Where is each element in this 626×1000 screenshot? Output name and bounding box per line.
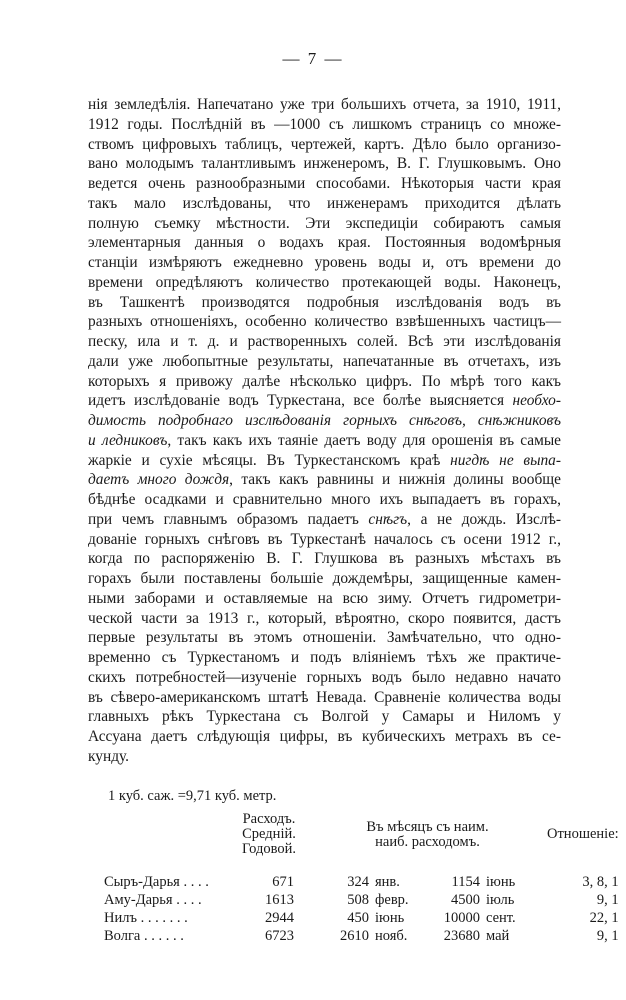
river-name: Нилъ . . . . . . . <box>104 910 188 926</box>
ratio: 3, 8, 1 <box>582 874 619 890</box>
unit-note: 1 куб. саж. =9,71 куб. метр. <box>108 788 277 804</box>
text-segment: первые результаты въ этомъ отношеніи. Замѣчательно, что одно- <box>88 629 561 647</box>
max-month: май <box>486 928 510 944</box>
text-line <box>88 411 561 431</box>
ratio: 22, 1 <box>589 910 619 926</box>
text-segment: песку, ила и т. д. и растворенныхъ солей. Всѣ эти изслѣдованія <box>88 333 561 350</box>
max-discharge: 4500 <box>451 892 480 908</box>
text-segment: которыхъ я привожу далѣе нѣсколько цифръ. По мѣрѣ того какъ <box>88 372 561 390</box>
text-line <box>88 569 561 589</box>
text-line <box>88 135 561 155</box>
text-line <box>88 707 561 727</box>
text-segment: такъ мало изслѣдованы, что инженерамъ приходится дѣлать <box>88 194 561 212</box>
text-line <box>88 372 561 392</box>
text-line <box>88 332 561 352</box>
text-segment: въ сѣверо-американскомъ штатѣ Невада. Сравненіе количества воды <box>88 688 561 706</box>
text-segment: главныхъ рѣкъ Туркестана съ Волгой у Самары и Ниломъ у <box>88 708 561 726</box>
text-line <box>88 648 561 668</box>
text-segment: , такъ какъ равнины и нижнія долины вообще <box>229 471 561 489</box>
text-line <box>88 233 561 253</box>
text-segment: ведется очень разнообразными способами. Нѣкоторыя части края <box>88 175 561 192</box>
table-row <box>104 909 619 927</box>
text-segment: дованіе горныхъ снѣговъ въ Туркестанѣ началось съ осени 1912 г., <box>88 530 561 548</box>
text-line <box>88 293 561 313</box>
max-month: іюль <box>486 892 515 908</box>
italic-text: необхо- <box>512 392 561 410</box>
text-line <box>88 688 561 708</box>
text-line <box>88 273 561 293</box>
text-segment: вано молодымъ талантливымъ инженеромъ, В. Г. Глушковымъ. Оно <box>88 155 561 173</box>
text-line <box>88 530 561 550</box>
text-segment: Ассуана даетъ слѣдующія цифры, въ кубическихъ метрахъ въ се- <box>88 728 561 745</box>
text-segment: бѣднѣе осадками и сравнительно много ихъ выпадаетъ въ горахъ, <box>88 491 561 508</box>
text-line <box>88 628 561 648</box>
min-discharge: 508 <box>347 892 369 908</box>
river-name: Аму-Дарья . . . . <box>104 892 202 908</box>
text-line <box>88 431 561 451</box>
text-line <box>88 253 561 273</box>
text-segment: жаркіе и сухіе мѣсяцы. Въ Туркестанскомъ краѣ <box>88 451 451 469</box>
table-row <box>104 873 619 891</box>
text-segment: , такъ какъ ихъ таяніе даетъ воду для орошенія въ самые <box>167 431 561 449</box>
header-month: Въ мѣсяцъ съ наим. наиб. расходомъ. <box>366 819 489 850</box>
mean-discharge: 2944 <box>265 910 294 926</box>
text-line <box>88 609 561 629</box>
text-line <box>88 490 561 510</box>
min-month: янв. <box>375 874 400 890</box>
text-line <box>88 174 561 194</box>
text-segment: времени опредѣляютъ количество протекающей воды. Наконецъ, <box>88 273 561 291</box>
max-month: іюнь <box>486 874 516 890</box>
river-discharge-table <box>104 812 619 945</box>
text-segment: кунду. <box>88 747 130 765</box>
text-line <box>88 194 561 214</box>
text-segment: дали уже любопытные результаты, напечатанные въ отчетахъ, изъ <box>88 352 561 370</box>
mean-discharge: 6723 <box>265 928 294 944</box>
text-line <box>88 214 561 234</box>
text-line <box>88 747 561 767</box>
min-month: іюнь <box>375 910 405 926</box>
mean-discharge: 1613 <box>265 892 294 908</box>
min-discharge: 324 <box>347 874 369 890</box>
text-line <box>88 451 561 471</box>
text-segment: полную съемку мѣстности. Эти экспедиціи собираютъ самыя <box>88 214 561 232</box>
text-line <box>88 727 561 747</box>
text-segment: горахъ были поставлены большіе дождемѣры, защищенные камен- <box>88 570 561 587</box>
table-header-row <box>104 812 619 857</box>
text-segment: скихъ потребностей—изученіе горныхъ водъ было недавно начато <box>88 668 561 686</box>
text-segment: идетъ изслѣдованіе водъ Туркестана, все болѣе выясняется <box>88 392 513 410</box>
text-line <box>88 510 561 530</box>
text-segment: при чемъ главнымъ образомъ падаетъ <box>88 510 369 528</box>
text-line <box>88 312 561 332</box>
text-segment: элементарныя данныя о водахъ края. Постоянныя водомѣрныя <box>88 234 561 252</box>
italic-text: снѣгъ <box>368 510 408 528</box>
text-segment: ствомъ цифровыхъ таблицъ, чертежей, картъ. Дѣло было организо- <box>88 135 561 153</box>
mean-discharge: 671 <box>272 874 294 890</box>
max-discharge: 23680 <box>443 928 480 944</box>
italic-text: димость подробнаго изслѣдованія горныхъ снѣговъ, снѣжниковъ <box>88 412 561 429</box>
header-mean: Расходъ. Средній. Годовой. <box>242 811 296 857</box>
text-line <box>88 391 561 411</box>
text-line <box>88 668 561 688</box>
text-segment: ческой части за 1913 г., который, вѣроятно, скоро появится, дастъ <box>88 609 561 627</box>
text-segment: когда по распоряженію В. Г. Глушкова въ разныхъ мѣстахъ въ <box>88 550 561 568</box>
max-discharge: 10000 <box>443 910 480 926</box>
river-name: Сыръ-Дарья . . . . <box>104 874 209 890</box>
text-line <box>88 95 561 115</box>
table-row <box>104 927 619 945</box>
header-ratio: Отношеніе: <box>547 826 619 842</box>
text-line <box>88 352 561 372</box>
italic-text: даетъ много дождя <box>88 471 230 489</box>
italic-text: нигдѣ не выпа- <box>450 451 562 469</box>
min-discharge: 450 <box>347 910 369 926</box>
min-month: февр. <box>375 892 409 908</box>
text-segment: , а не дождь. Изслѣ- <box>407 510 561 528</box>
text-segment: въ Ташкентѣ производятся подробныя изслѣдованія водъ въ <box>88 293 561 311</box>
text-line <box>88 589 561 609</box>
text-line <box>88 549 561 569</box>
min-month: нояб. <box>375 928 408 944</box>
page-number: — 7 — <box>282 49 344 68</box>
text-segment: разныхъ отношеніяхъ, особенно количество взвѣшенныхъ частицъ— <box>88 313 561 331</box>
min-discharge: 2610 <box>340 928 369 944</box>
text-segment: временно съ Туркестаномъ и подъ вліяніемъ тѣхъ же практиче- <box>88 649 561 666</box>
text-segment: нія земледѣлія. Напечатано уже три большихъ отчета, за 1910, 1911, <box>88 96 561 113</box>
italic-text: и ледниковъ <box>88 431 168 449</box>
text-line <box>88 470 561 490</box>
table-row <box>104 891 619 909</box>
max-discharge: 1154 <box>451 874 480 890</box>
text-segment: станціи измѣряютъ ежедневно уровень воды и, отъ времени до <box>88 254 561 271</box>
text-segment: 1912 годы. Послѣдній въ —1000 съ лишкомъ страницъ со множе- <box>88 115 561 133</box>
text-line <box>88 115 561 135</box>
max-month: сент. <box>486 910 516 926</box>
text-segment: ными заборами и оставляемые на всю зиму. Отчетъ гидрометри- <box>88 589 561 607</box>
river-name: Волга . . . . . . <box>104 928 184 944</box>
ratio: 9, 1 <box>596 892 619 908</box>
text-line <box>88 154 561 174</box>
body-text <box>88 95 561 767</box>
ratio: 9, 1 <box>596 928 619 944</box>
